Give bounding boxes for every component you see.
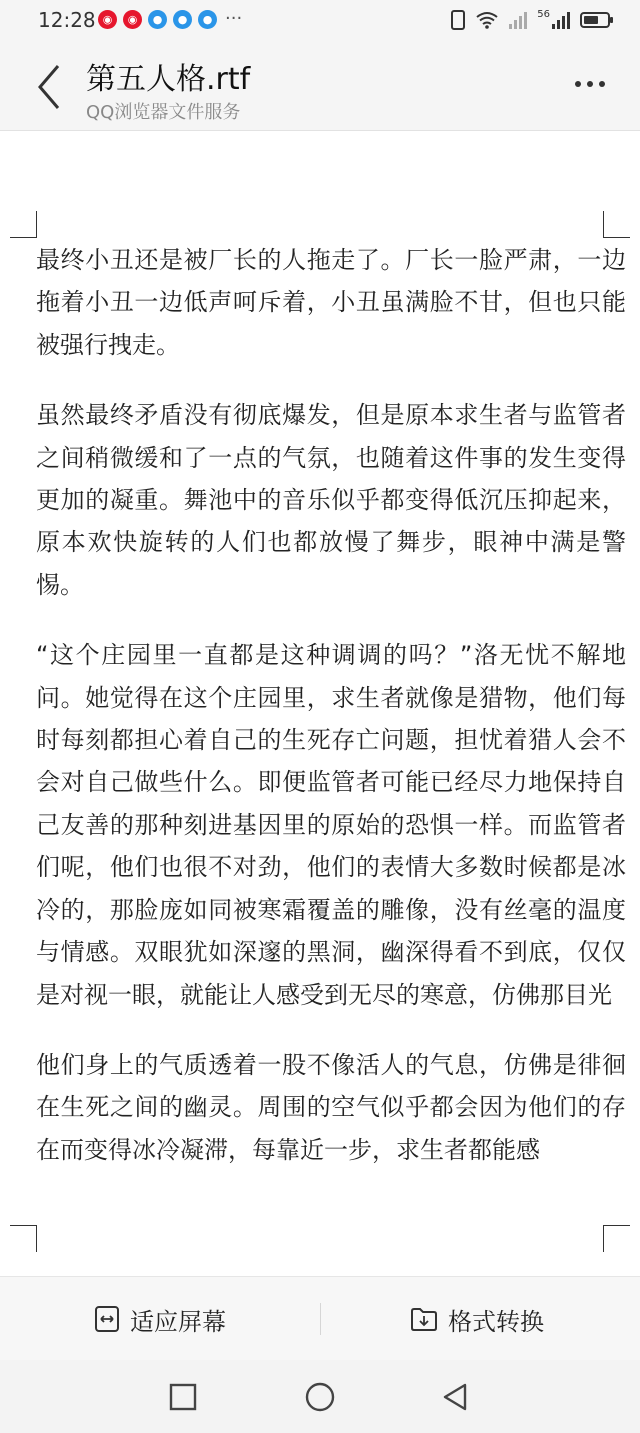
weibo-icon: ◉ [123, 10, 142, 29]
qq-icon: ● [148, 10, 167, 29]
home-button[interactable] [305, 1382, 335, 1412]
paragraph: 虽然最终矛盾没有彻底爆发，但是原本求生者与监管者之间稍微缓和了一点的气氛，也随着这件事的发生变得更加的凝重。舞池中的音乐似乎都变得低沉压抑起来，原本欢快旋转的人们也都放慢了舞步，眼神中满是警惕。 [36, 401, 626, 599]
folder-download-icon [410, 1306, 438, 1332]
signal-icon [552, 11, 570, 29]
paragraph: “这个庄园里一直都是这种调调的吗？”洛无忧不解地问。她觉得在这个庄园里，求生者就像是猎物，他们每时每刻都担心着自己的生死存亡问题，担忧着猎人会不会对自己做些什么。即便监管者可能已经尽力地保持自己友善的那种刻进基因里的原始的恐惧一样。而监管者们呢，他们也很不对劲，他们的表情大多数时候都是冰冷的，那脸庞如同被寒霜覆盖的雕像，没有丝毫的温度与情感。双眼犹如深邃的黑洞，幽深得看不到底，仅仅是对视一眼，就能让人感受到无尽的寒意，仿佛那目光 [36, 641, 626, 1009]
wifi-icon [475, 11, 499, 29]
fit-screen-icon [94, 1305, 120, 1333]
paragraph: 他们身上的气质透着一股不像活人的气息，仿佛是徘徊在生死之间的幽灵。周围的空气似乎都会因为他们的存在而变得冰冷凝滞，每靠近一步，求生者都能感 [36, 1050, 626, 1164]
paragraph: 最终小丑还是被厂长的人拖走了。厂长一脸严肃，一边拖着小丑一边低声呵斥着，小丑虽满脸不甘，但也只能被强行拽走。 [36, 246, 626, 359]
signal-weak-icon [509, 11, 527, 29]
chevron-left-icon [28, 62, 68, 112]
dot-icon [599, 81, 605, 87]
header [0, 44, 640, 131]
page-corner-mark [10, 211, 37, 238]
format-convert-label: 格式转换 [448, 1307, 544, 1336]
status-bar [0, 0, 640, 44]
system-icons [451, 10, 610, 30]
status-time: 12:28 [38, 8, 96, 32]
network-label: 56 [537, 8, 550, 20]
more-notifications-icon: ··· [225, 8, 243, 29]
page-corner-mark [603, 211, 630, 238]
qq-icon: ● [198, 10, 217, 29]
page-subtitle: QQ浏览器文件服务 [86, 102, 241, 123]
nav-back-button[interactable] [440, 1382, 470, 1412]
document-body [36, 239, 626, 1199]
battery-icon [580, 12, 610, 28]
back-button[interactable] [28, 62, 68, 112]
dot-icon [575, 81, 581, 87]
fit-screen-button[interactable] [94, 1277, 226, 1361]
bottom-toolbar [0, 1276, 640, 1361]
dot-icon [587, 81, 593, 87]
page-corner-mark [603, 1225, 630, 1252]
weibo-icon: ◉ [98, 10, 117, 29]
vibrate-icon [451, 10, 465, 30]
more-options-button[interactable] [568, 64, 612, 104]
toolbar-divider [320, 1303, 321, 1335]
fit-screen-label: 适应屏幕 [130, 1307, 226, 1336]
page-title: 第五人格.rtf [86, 62, 251, 97]
qq-icon: ● [173, 10, 192, 29]
notification-icons [98, 10, 242, 29]
recent-apps-button[interactable] [168, 1382, 198, 1412]
page-corner-mark [10, 1225, 37, 1252]
system-nav-bar [0, 1360, 640, 1433]
document-viewer[interactable] [0, 131, 640, 1276]
format-convert-button[interactable] [410, 1277, 544, 1361]
